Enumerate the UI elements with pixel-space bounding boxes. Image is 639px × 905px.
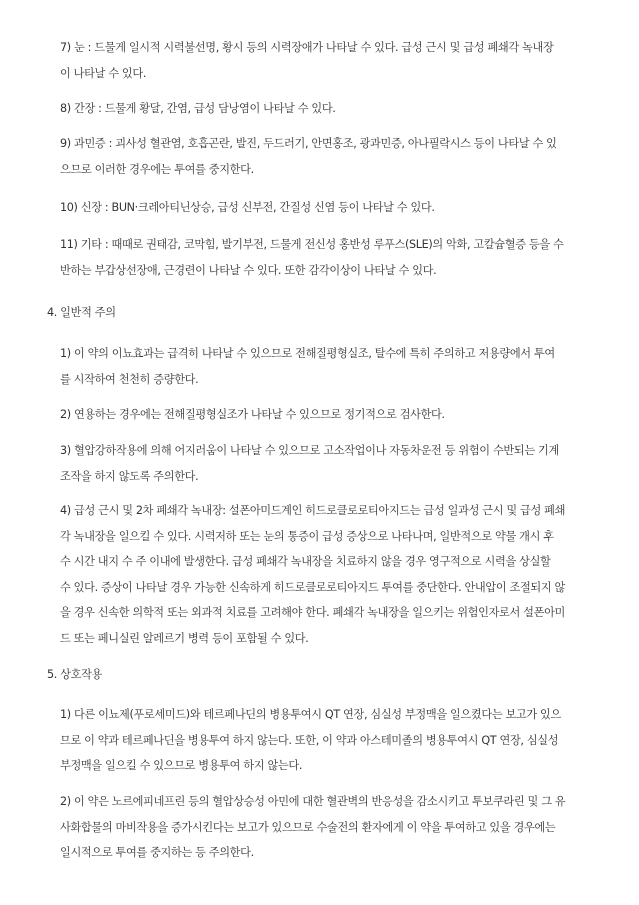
text-line: 수 있다. 증상이 나타날 경우 가능한 신속하게 히드로클로로티아지드 투여를 중단한다. 안내압이 조절되지 않	[60, 580, 566, 594]
section-heading-general-precautions: 4. 일반적 주의	[47, 306, 116, 319]
text-line: 8) 간장 : 드물게 황달, 간염, 급성 담낭염이 나타날 수 있다.	[60, 102, 336, 115]
text-line: 조작을 하지 않도록 주의한다.	[60, 469, 199, 483]
paragraph-item-11	[60, 232, 610, 283]
text-line: 3) 혈압강하작용에 의해 어지러움이 나타날 수 있으므로 고소작업이나 자동차운전 등 위험이 수반되는 기계	[60, 444, 559, 457]
text-line: 부정맥을 일으킬 수 있으므로 병용투여 하지 않는다.	[60, 759, 303, 772]
text-line: 11) 기타 : 때때로 권태감, 코막힘, 발기부전, 드물게 전신성 홍반성 루푸스(SLE)의 악화, 고칼슘혈증 등을 수	[60, 238, 564, 251]
text-line: 1) 이 약의 이뇨효과는 급격히 나타날 수 있으므로 전해질평형실조, 탈수에 특히 주의하고 저용량에서 투여	[60, 347, 555, 360]
text-line: 사화합물의 마비작용을 증가시킨다는 보고가 있으므로 수술전의 환자에게 이 약을 투여하고 있을 경우에는	[60, 820, 556, 834]
text-line: 반하는 부갑상선장애, 근경련이 나타날 수 있다. 또한 감각이상이 나타날 수 있다.	[60, 263, 437, 277]
text-line: 이 나타날 수 있다.	[60, 66, 147, 80]
text-line: 를 시작하여 천천히 증량한다.	[60, 372, 199, 386]
text-line: 므로 이 약과 테르페나딘을 병용투여 하지 않는다. 또한, 이 약과 아스테미졸의 병용투여시 QT 연장, 심실성	[60, 733, 559, 747]
paragraph-interaction-1	[60, 702, 610, 779]
text-line: 2) 이 약은 노르에피네프린 등의 혈압상승성 아민에 대한 혈관벽의 반응성을 감소시키고 투보쿠라린 및 그 유	[60, 795, 566, 808]
text-line: 9) 과민증 : 괴사성 혈관염, 호흡곤란, 발진, 두드러기, 안면홍조, 광과민증, 아나필락시스 등이 나타날 수 있	[60, 137, 557, 150]
text-line: 각 녹내장을 일으킬 수 있다. 시력저하 또는 눈의 통증이 급성 증상으로 나타나며, 일반적으로 약물 개시 후	[60, 529, 554, 543]
paragraph-general-4	[60, 498, 610, 651]
text-line: 10) 신장 : BUN·크레아티닌상승, 급성 신부전, 간질성 신염 등이 나타날 수 있다.	[60, 201, 435, 214]
paragraph-interaction-2	[60, 789, 610, 866]
paragraph-general-2	[60, 402, 610, 428]
text-line: 7) 눈 : 드물게 일시적 시력불선명, 황시 등의 시력장애가 나타날 수 있다. 급성 근시 및 급성 폐쇄각 녹내장	[60, 41, 554, 54]
text-line: 1) 다른 이뇨제(푸로세미드)와 테르페나딘의 병용투여시 QT 연장, 심실성 부정맥을 일으켰다는 보고가 있으	[60, 708, 561, 721]
paragraph-item-9	[60, 131, 610, 182]
text-line: 을 경우 신속한 의학적 또는 외과적 치료를 고려해야 한다. 폐쇄각 녹내장을 일으키는 위험인자로서 설폰아미	[60, 606, 566, 619]
text-line: 4) 급성 근시 및 2차 폐쇄각 녹내장: 설폰아미드계인 히드로클로로티아지드는 급성 일과성 근시 및 급성 폐쇄	[60, 504, 566, 517]
paragraph-item-10	[60, 195, 610, 221]
paragraph-general-3	[60, 438, 610, 489]
text-line: 으므로 이러한 경우에는 투여를 중지한다.	[60, 162, 254, 176]
text-line: 수 시간 내지 수 주 이내에 발생한다. 급성 폐쇄각 녹내장을 치료하지 않을 경우 영구적으로 시력을 상실할	[60, 555, 551, 568]
paragraph-general-1	[60, 341, 610, 392]
paragraph-item-7	[60, 35, 610, 86]
text-line: 2) 연용하는 경우에는 전해질평형실조가 나타날 수 있으므로 정기적으로 검사한다.	[60, 408, 445, 421]
text-line: 일시적으로 투여를 중지하는 등 주의한다.	[60, 846, 254, 859]
section-heading-interactions: 5. 상호작용	[47, 668, 103, 681]
paragraph-item-8	[60, 96, 610, 122]
text-line: 드 또는 페니실린 알레르기 병력 등이 포함될 수 있다.	[60, 631, 309, 645]
